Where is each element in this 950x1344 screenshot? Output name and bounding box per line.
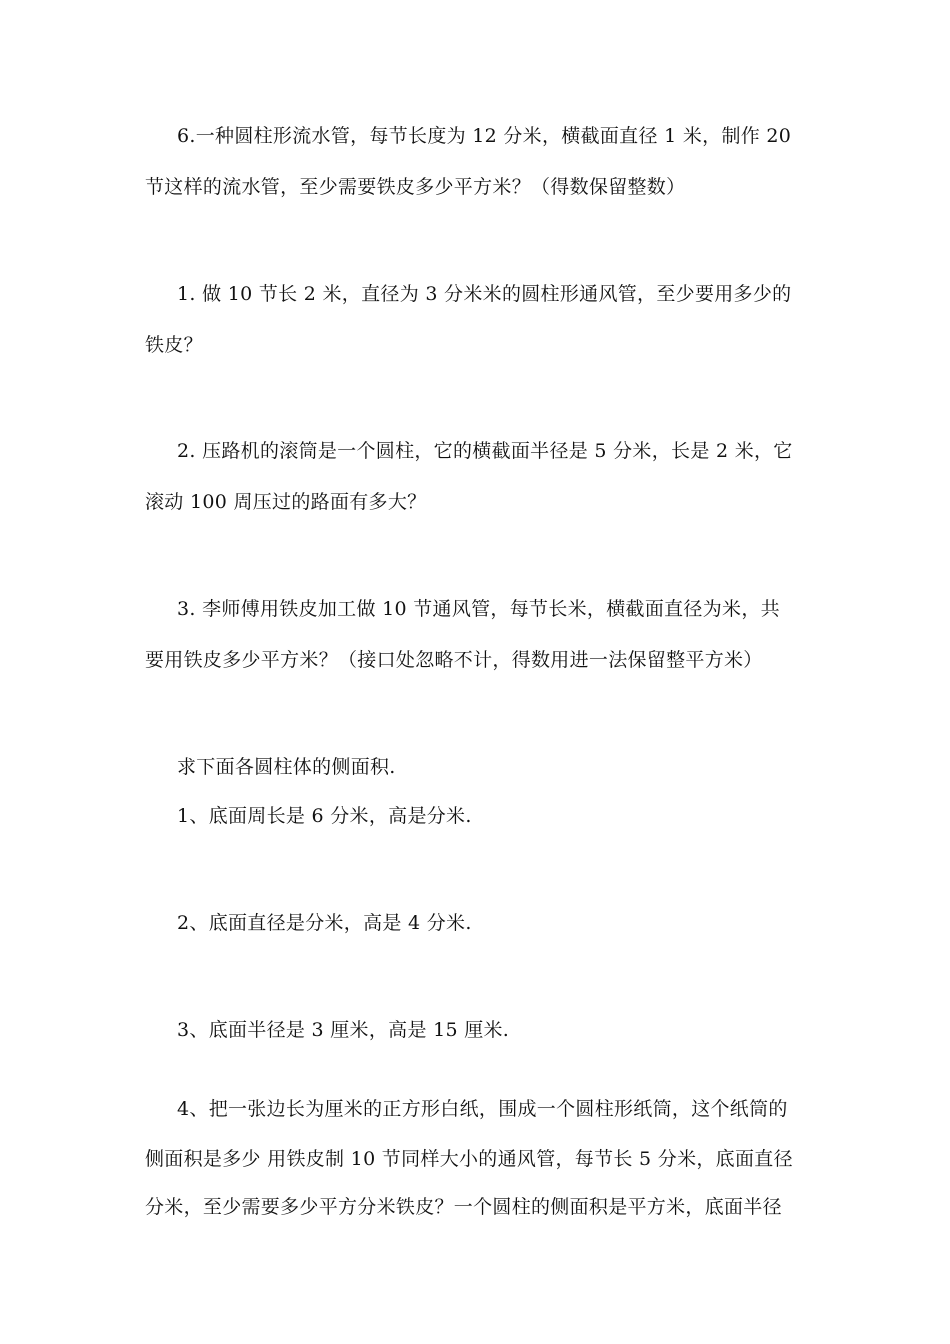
problem-1-line-2: 铁皮？ [145, 334, 203, 356]
problem-3-line-2: 要用铁皮多少平方米？（接口处忽略不计，得数用进一法保留整平方米） [145, 649, 763, 671]
problem-2-line-1: 2. 压路机的滚筒是一个圆柱，它的横截面半径是 5 分米，长是 2 米，它 [177, 440, 793, 462]
problem-6-line-2: 节这样的流水管，至少需要铁皮多少平方米？（得数保留整数） [145, 176, 686, 198]
problem-6-line-1: 6.一种圆柱形流水管，每节长度为 12 分米，横截面直径 1 米，制作 20 [177, 125, 792, 147]
exercise-item-3: 3、底面半径是 3 厘米，高是 15 厘米. [177, 1019, 510, 1041]
exercise-item-4-line-2: 侧面积是多少 用铁皮制 10 节同样大小的通风管，每节长 5 分米，底面直径 [145, 1148, 793, 1170]
problem-3-line-1: 3. 李师傅用铁皮加工做 10 节通风管，每节长米，横截面直径为米，共 [177, 598, 780, 620]
section-heading: 求下面各圆柱体的侧面积. [177, 756, 396, 778]
exercise-item-1: 1、底面周长是 6 分米，高是分米. [177, 805, 472, 827]
problem-2-line-2: 滚动 100 周压过的路面有多大？ [145, 491, 427, 513]
problem-1-line-1: 1. 做 10 节长 2 米，直径为 3 分米米的圆柱形通风管，至少要用多少的 [177, 283, 792, 305]
exercise-item-2: 2、底面直径是分米，高是 4 分米. [177, 912, 472, 934]
exercise-item-4-line-3: 分米，至少需要多少平方分米铁皮？一个圆柱的侧面积是平方米，底面半径 [145, 1196, 782, 1218]
exercise-item-4-line-1: 4、把一张边长为厘米的正方形白纸，围成一个圆柱形纸筒，这个纸筒的 [177, 1098, 788, 1120]
